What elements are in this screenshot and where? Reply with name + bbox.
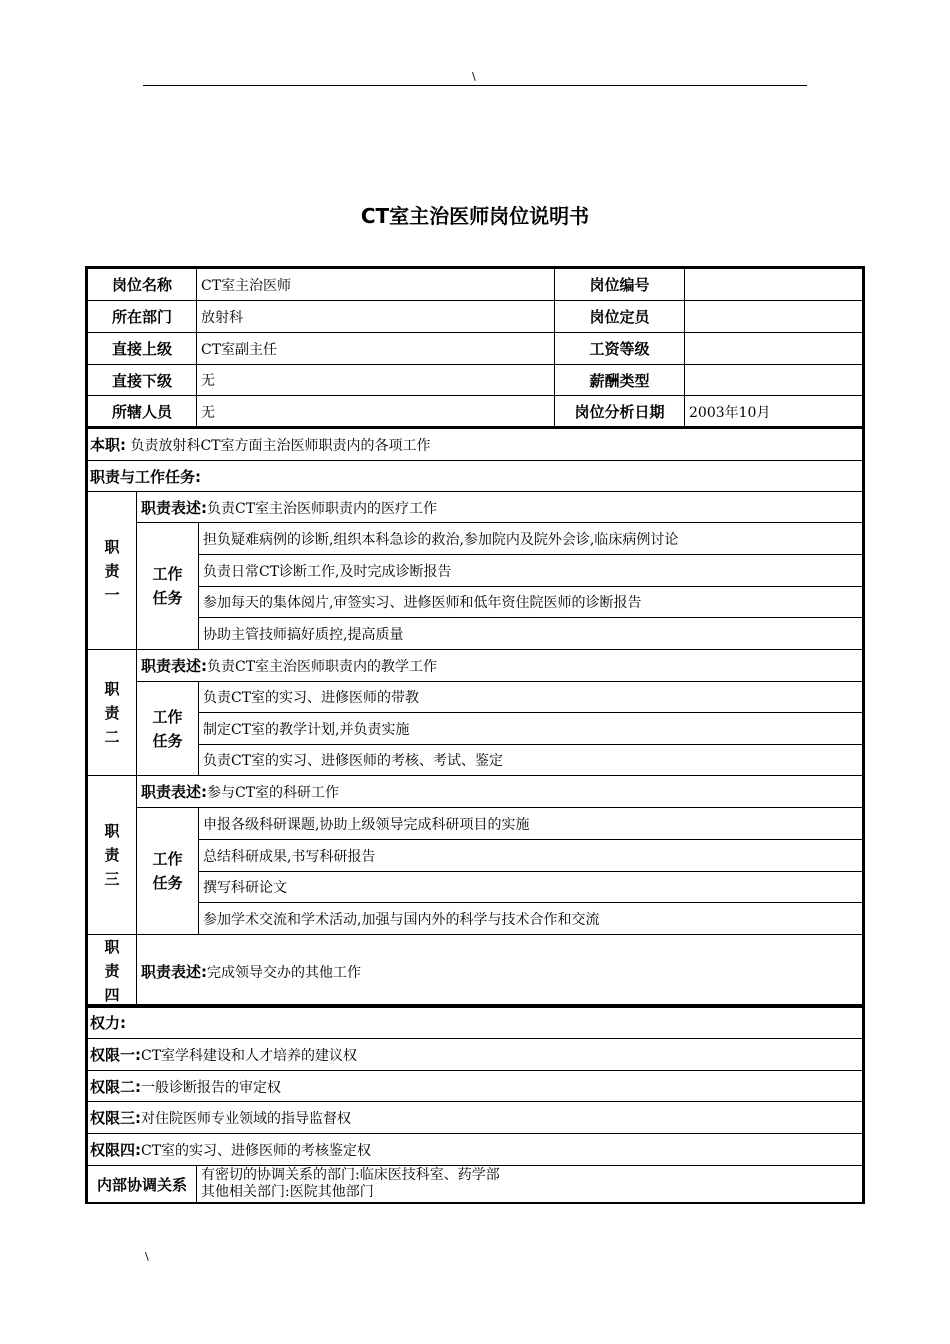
powers-header-row [88,1007,863,1039]
power-label: 权限四: [90,1141,141,1159]
task-row [88,808,863,840]
field-label: 岗位编号 [555,269,685,301]
powers-header: 权力: [88,1007,863,1039]
power-text: CT室的实习、进修医师的考核鉴定权 [141,1143,372,1159]
relations-row [88,1166,863,1203]
power-label: 权限三: [90,1109,141,1127]
duty-statement-row [88,650,863,682]
statement-text: 参与CT室的科研工作 [207,785,340,801]
task-row [88,713,863,745]
field-value [685,269,863,301]
power-label: 权限一: [90,1046,141,1064]
power-row [88,1071,863,1102]
relations-line: 其他相关部门:医院其他部门 [201,1184,374,1200]
field-label: 直接下级 [88,365,197,396]
field-label: 直接上级 [88,333,197,365]
field-value: 放射科 [197,301,555,333]
statement-text: 负责CT室主治医师职责内的教学工作 [207,659,438,675]
field-value [685,365,863,396]
task-row [88,587,863,618]
relations-label: 内部协调关系 [88,1166,197,1203]
basic-row [88,333,863,365]
field-value: CT室副主任 [197,333,555,365]
page-title: CT室主治医师岗位说明书 [360,204,590,228]
power-row [88,1102,863,1134]
field-value: 无 [197,396,555,428]
power-text: 一般诊断报告的审定权 [141,1079,281,1096]
task-row [88,872,863,903]
duty-summary-label: 本职: [90,436,126,454]
task-row [88,555,863,587]
task-text: 负责CT室的实习、进修医师的带教 [199,682,863,713]
task-label: 工作任务 [137,523,199,650]
power-text: 对住院医师专业领域的指导监督权 [141,1111,351,1127]
field-label: 岗位名称 [88,269,197,301]
basic-row [88,396,863,428]
duty-label: 职责四 [88,935,137,1008]
task-text: 负责日常CT诊断工作,及时完成诊断报告 [199,555,863,587]
duty-label: 职责三 [88,776,137,935]
statement-label: 职责表述: [141,962,207,981]
task-row [88,840,863,872]
statement-label: 职责表述: [141,498,207,517]
basic-row [88,269,863,301]
field-value: CT室主治医师 [197,269,555,301]
task-row [88,618,863,650]
field-label: 所在部门 [88,301,197,333]
statement-text: 负责CT室主治医师职责内的医疗工作 [207,500,438,517]
top-mark: \ [472,70,476,83]
duty-summary-row [88,429,863,461]
field-label: 薪酬类型 [555,365,685,396]
bottom-mark: \ [145,1250,149,1263]
field-value: 无 [197,365,555,396]
duties-header-row [88,461,863,492]
task-text: 撰写科研论文 [199,872,863,903]
task-text: 负责CT室的实习、进修医师的考核、考试、鉴定 [199,745,863,776]
field-value: 2003年10月 [685,396,863,428]
task-text: 参加学术交流和学术活动,加强与国内外的科学与技术合作和交流 [199,903,863,935]
power-row [88,1039,863,1071]
task-row [88,903,863,935]
duties-header: 职责与工作任务: [88,461,863,492]
task-text: 总结科研成果,书写科研报告 [199,840,863,872]
duty-summary-text: 负责放射科CT室方面主治医师职责内的各项工作 [130,438,431,454]
task-text: 协助主管技师搞好质控,提高质量 [199,618,863,650]
field-value [685,301,863,333]
duty-statement-row [88,776,863,808]
basic-info-table [85,266,865,427]
powers-table [85,1004,865,1204]
power-text: CT室学科建设和人才培养的建议权 [141,1048,358,1064]
field-label: 岗位分析日期 [555,396,685,428]
duties-table [85,426,865,1006]
statement-label: 职责表述: [141,657,207,675]
statement-text: 完成领导交办的其他工作 [207,964,361,981]
relations-line: 有密切的协调关系的部门:临床医技科室、药学部 [201,1167,500,1183]
field-label: 所辖人员 [88,396,197,428]
task-label: 工作任务 [137,682,199,776]
duty-label: 职责一 [88,492,137,650]
task-row [88,745,863,776]
header-rule [143,85,807,86]
basic-row [88,365,863,396]
power-row [88,1134,863,1166]
field-label: 岗位定员 [555,301,685,333]
statement-label: 职责表述: [141,783,207,801]
task-text: 担负疑难病例的诊断,组织本科急诊的救治,参加院内及院外会诊,临床病例讨论 [199,523,863,555]
duty-label: 职责二 [88,650,137,776]
field-label: 工资等级 [555,333,685,365]
task-label: 工作任务 [137,808,199,935]
task-text: 参加每天的集体阅片,审签实习、进修医师和低年资住院医师的诊断报告 [199,587,863,618]
basic-row [88,301,863,333]
task-row [88,682,863,713]
field-value [685,333,863,365]
task-text: 制定CT室的教学计划,并负责实施 [199,713,863,745]
duty-statement-row [88,492,863,523]
task-text: 申报各级科研课题,协助上级领导完成科研项目的实施 [199,808,863,840]
power-label: 权限二: [90,1077,141,1096]
duty-statement-row [88,935,863,1008]
task-row [88,523,863,555]
